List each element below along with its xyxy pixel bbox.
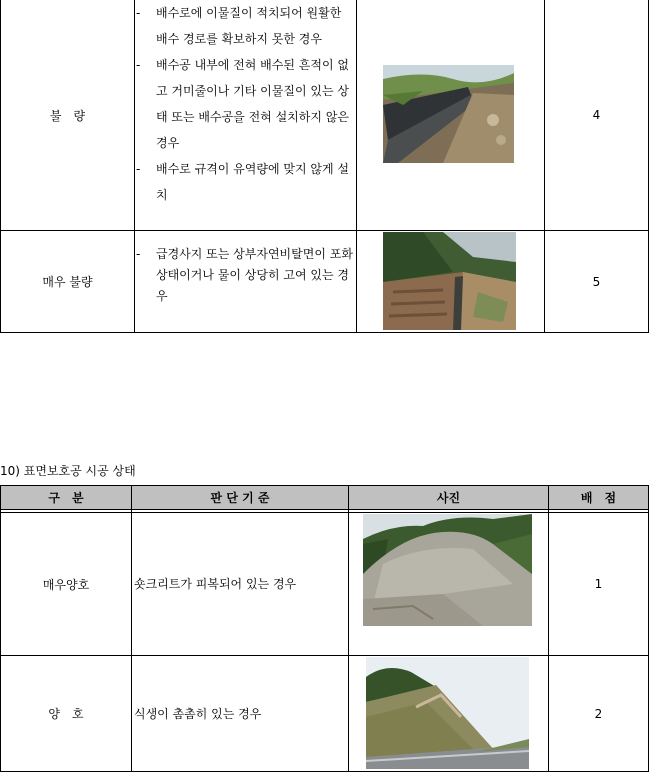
header-criteria: 판 단 기 준 bbox=[210, 491, 270, 505]
score-value: 5 bbox=[592, 274, 601, 289]
criteria-cell-poor bbox=[136, 0, 356, 230]
score-cell-very-good bbox=[549, 513, 648, 655]
header-photo: 사진 bbox=[436, 491, 461, 505]
criteria-item: - 배수공 내부에 전혀 배수된 흔적이 없고 거미줄이나 기타 이물질이 있는 상태 또는 배수공을 전혀 설치하지 않은 경우 bbox=[136, 58, 349, 150]
photo-shotcrete-slope bbox=[363, 514, 532, 626]
grade-label: 양 호 bbox=[48, 707, 84, 721]
grade-cell-poor bbox=[1, 0, 134, 230]
grade-cell-very-good bbox=[1, 513, 131, 655]
section-title: 10) 표면보호공 시공 상태 bbox=[0, 464, 136, 478]
score-value: 2 bbox=[594, 706, 603, 721]
criteria-text: 식생이 촘촘히 있는 경우 bbox=[134, 707, 262, 721]
score-value: 1 bbox=[594, 577, 603, 591]
criteria-cell-very-poor bbox=[136, 244, 356, 329]
score-cell-good bbox=[549, 656, 648, 771]
criteria-item: - 배수로 규격이 유역량에 맞지 않게 설치 bbox=[136, 162, 349, 202]
score-value: 4 bbox=[592, 108, 601, 122]
grade-cell-very-poor bbox=[1, 231, 134, 332]
criteria-item: - 급경사지 또는 상부자연비탈면이 포화상태이거나 물이 상당히 고여 있는 경우 bbox=[136, 247, 353, 303]
photo-blocked-drain bbox=[383, 65, 514, 163]
score-cell-poor bbox=[545, 0, 648, 230]
criteria-item: - 배수로에 이물질이 적치되어 원활한 배수 경로를 확보하지 못한 경우 bbox=[136, 6, 342, 46]
grade-label: 매우 불량 bbox=[42, 275, 93, 289]
photo-saturated-slope bbox=[383, 232, 516, 330]
grade-label: 불 량 bbox=[49, 108, 86, 123]
criteria-text: 숏크리트가 피복되어 있는 경우 bbox=[134, 577, 297, 591]
photo-vegetated-slope bbox=[366, 657, 529, 769]
grade-cell-good bbox=[1, 656, 131, 771]
grade-label: 매우양호 bbox=[42, 577, 90, 592]
header-category: 구 분 bbox=[48, 491, 84, 505]
score-cell-very-poor bbox=[545, 231, 648, 332]
header-score: 배 점 bbox=[580, 491, 617, 505]
